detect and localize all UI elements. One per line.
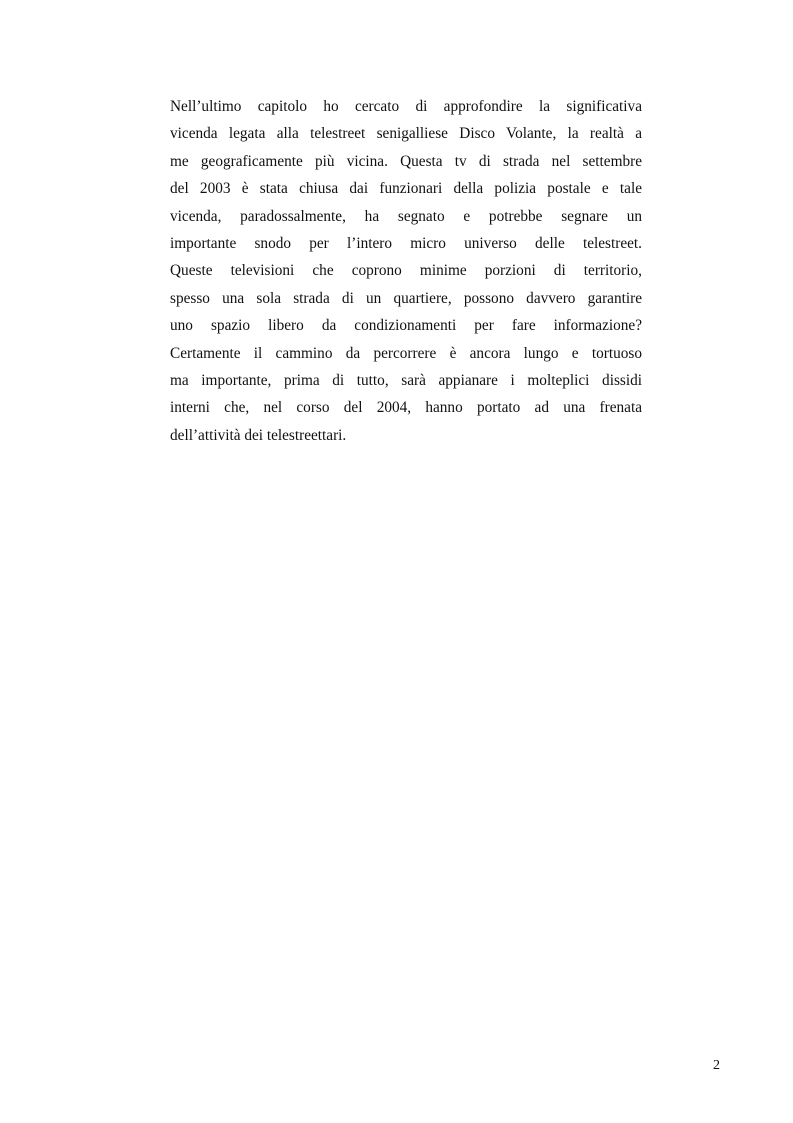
paragraph-line: ma importante, prima di tutto, sarà appianare i molteplici dissidi: [170, 371, 642, 389]
paragraph-line: del 2003 è stata chiusa dai funzionari della polizia postale e tale: [170, 180, 642, 198]
paragraph-line: Nell’ultimo capitolo ho cercato di approfondire la significativa: [170, 98, 642, 115]
page-number: 2: [713, 1058, 720, 1073]
paragraph-line: spesso una sola strada di un quartiere, possono davvero garantire: [170, 289, 642, 307]
paragraph-line: Queste televisioni che coprono minime porzioni di territorio,: [170, 262, 642, 280]
paragraph-line: uno spazio libero da condizionamenti per fare informazione?: [170, 317, 642, 335]
paragraph-line: dell’attività dei telestreettari.: [170, 426, 347, 444]
paragraph-line: me geograficamente più vicina. Questa tv di strada nel settembre: [170, 152, 642, 170]
paragraph-line: vicenda legata alla telestreet senigalliese Disco Volante, la realtà a: [170, 125, 642, 143]
paragraph-line: interni che, nel corso del 2004, hanno portato ad una frenata: [170, 399, 642, 417]
body-paragraph: [170, 93, 642, 449]
paragraph-line: Certamente il cammino da percorrere è ancora lungo e tortuoso: [170, 344, 642, 362]
paragraph-line: vicenda, paradossalmente, ha segnato e potrebbe segnare un: [170, 207, 642, 225]
paragraph-line: importante snodo per l’intero micro universo delle telestreet.: [170, 234, 642, 252]
